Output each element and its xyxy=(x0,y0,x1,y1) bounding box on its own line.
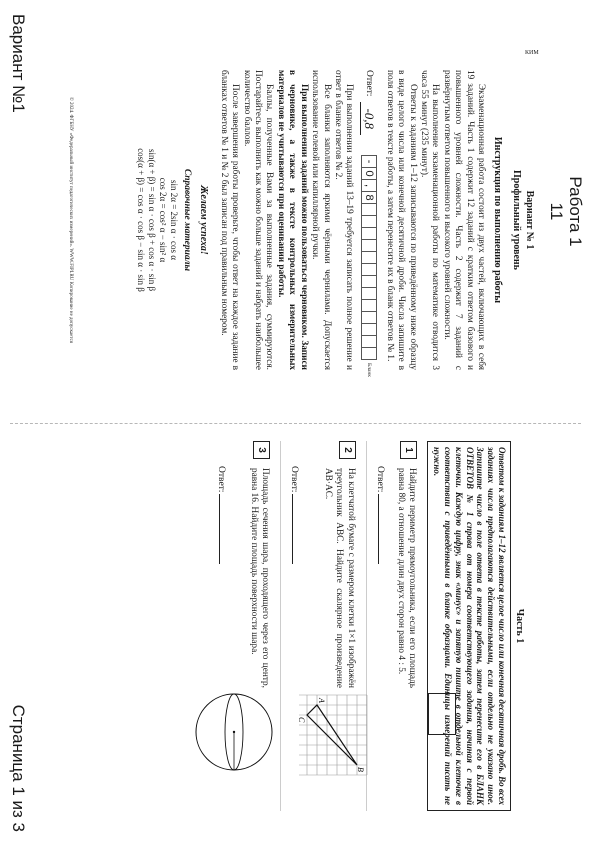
answer-sample-value: -0,8 xyxy=(360,102,377,135)
instructions-paragraph: При выполнении заданий 13–19 требуется записать полное решение и ответ в бланке ответов № 2. xyxy=(332,70,355,370)
answer-cell xyxy=(361,312,377,324)
task-1 xyxy=(395,441,418,811)
answer-cells xyxy=(361,155,377,360)
sphere-figure xyxy=(189,687,279,777)
answer-cell: 0 xyxy=(361,168,377,180)
answer-label: Ответ: xyxy=(289,466,300,493)
rectangle-figure xyxy=(428,693,456,735)
answer-cell xyxy=(361,252,377,264)
task-number: 3 xyxy=(253,441,270,459)
instructions-paragraph: Все бланки заполняются яркими чёрными чернилами. Допускается использование гелевой или капиллярной ручки. xyxy=(310,70,332,370)
answer-cell: 8 xyxy=(361,192,377,204)
answer-cell xyxy=(361,264,377,276)
answer-cell xyxy=(361,204,377,216)
answer-cell xyxy=(361,228,377,240)
instructions-paragraph: Баллы, полученные Вами за выполненные задания, суммируются. Постарайтесь выполнить как можно больше заданий и набрать наибольшее количество баллов. xyxy=(241,70,275,370)
instructions-paragraph: На выполнение экзаменационной работы по математике отводится 3 часа 55 минут (235 минут). xyxy=(418,70,441,370)
part-title: Часть 1 xyxy=(514,608,525,644)
formula: cos(α + β) = cos α · cos β − sin α · sin β xyxy=(136,148,147,292)
task-number: 1 xyxy=(400,441,417,459)
vertex-label: B xyxy=(356,767,365,772)
formula: sin 2α = 2sin α · cos α xyxy=(169,180,180,260)
answer-line[interactable] xyxy=(219,494,220,564)
task-text: Площадь сечения шара, проходящего через его центр, равна 16. Найдите площадь поверхности шара. xyxy=(248,468,271,688)
answer-cell xyxy=(361,336,377,348)
reference-title: Справочные материалы xyxy=(182,168,193,272)
task-answer[interactable] xyxy=(375,466,385,811)
kim-label: КИМ xyxy=(525,50,539,56)
vertex-label: C xyxy=(297,717,306,723)
instructions-paragraph: При выполнении заданий можно пользоваться черновиком. Записи в черновике, а также в тексте контрольных измерительных материалов не учитываются при оценивании работы. xyxy=(275,70,309,370)
vertex-label: A xyxy=(317,698,326,703)
answer-label: Ответ: xyxy=(363,70,374,97)
answer-cell xyxy=(361,348,377,360)
answer-line[interactable] xyxy=(378,494,379,564)
formula: cos 2α = cos² α − sin² α xyxy=(158,177,169,263)
page-header xyxy=(547,0,585,423)
blank-label: Бланк xyxy=(365,363,372,377)
instructions-title: Инструкция по выполнению работы xyxy=(492,136,503,304)
answer-cell: , xyxy=(361,180,377,192)
answer-cell: - xyxy=(361,155,377,168)
task-text: Найдите периметр прямоугольника, если его площадь равна 80, а отношение длин двух сторон равно 4 : 5. xyxy=(396,468,418,688)
triangle-grid-figure xyxy=(297,693,369,779)
answer-cell xyxy=(361,324,377,336)
wish-text: Желаем успеха! xyxy=(198,185,210,255)
task-text: На клетчатой бумаге с размером клетки 1×1 изображён треугольник ABC. Найдите скалярное произведение AB·AC. xyxy=(322,468,356,688)
answer-line[interactable] xyxy=(292,494,293,564)
instructions-paragraph: Ответы к заданиям 1–12 записываются по приведённому ниже образцу в виде целого числа или конечной десятичной дроби. Числа запишите в поля ответов в тексте работы, а затем перенесите их в бланк ответов № 1. xyxy=(384,70,418,370)
copyright-text: © 2024. ФГБНУ «Федеральный институт педагогических измерений». WWW.FIPI.RU Копирование не допускается xyxy=(68,96,73,344)
instructions-paragraph: Экзаменационная работа состоит из двух частей, включающих в себя 19 заданий. Часть 1 содержит 12 заданий с кратким ответом базового и повышенного уровней сложности. Часть 2 содержит 7 заданий с развёрнутым ответом повышенного и высокого уровней сложности. xyxy=(441,70,486,370)
answer-sample-row xyxy=(360,70,378,377)
part-notice: Ответом к заданиям 1–12 является целое число или конечная десятичная дробь. Во всех заданиях числа предполагаются действительными, если отдельно не указано иное. Запишите число в поле ответа в тексте работы, затем перенесите его в БЛАНК ОТВЕТОВ № 1 справа от номера соответствующего задания, начиная с первой клеточки. Каждую цифру, знак «минус» и запятую пишите в отдельной клеточке в соответствии с приведёнными в бланке образцами. Единицы измерений писать не нужно. xyxy=(427,441,511,811)
formula: sin(α + β) = sin α · cos β + cos α · sin β xyxy=(147,148,158,292)
answer-label: Ответ: xyxy=(215,466,226,493)
task-divider xyxy=(280,441,281,811)
header-number: 11 xyxy=(547,202,566,221)
variant-heading: Вариант № 1 xyxy=(524,190,535,250)
header-title: Работа 1 xyxy=(566,176,585,247)
answer-cell xyxy=(361,240,377,252)
answer-cell xyxy=(361,276,377,288)
task-number: 2 xyxy=(339,441,356,459)
level-heading: Профильный уровень xyxy=(511,170,522,270)
instructions-block xyxy=(135,70,535,377)
answer-label: Ответ: xyxy=(374,466,385,493)
answer-cell xyxy=(361,300,377,312)
instructions-paragraph: После завершения работы проверьте, чтобы ответ на каждое задание в бланках ответов № 1 и № 2 был записан под правильным номером. xyxy=(218,70,241,370)
variant-footer: Вариант №1 xyxy=(9,14,28,113)
page-counter: Страница 1 из 3 xyxy=(9,704,28,832)
answer-cell xyxy=(361,216,377,228)
answer-cell xyxy=(361,288,377,300)
formula-list xyxy=(135,70,179,370)
right-page xyxy=(0,423,591,846)
